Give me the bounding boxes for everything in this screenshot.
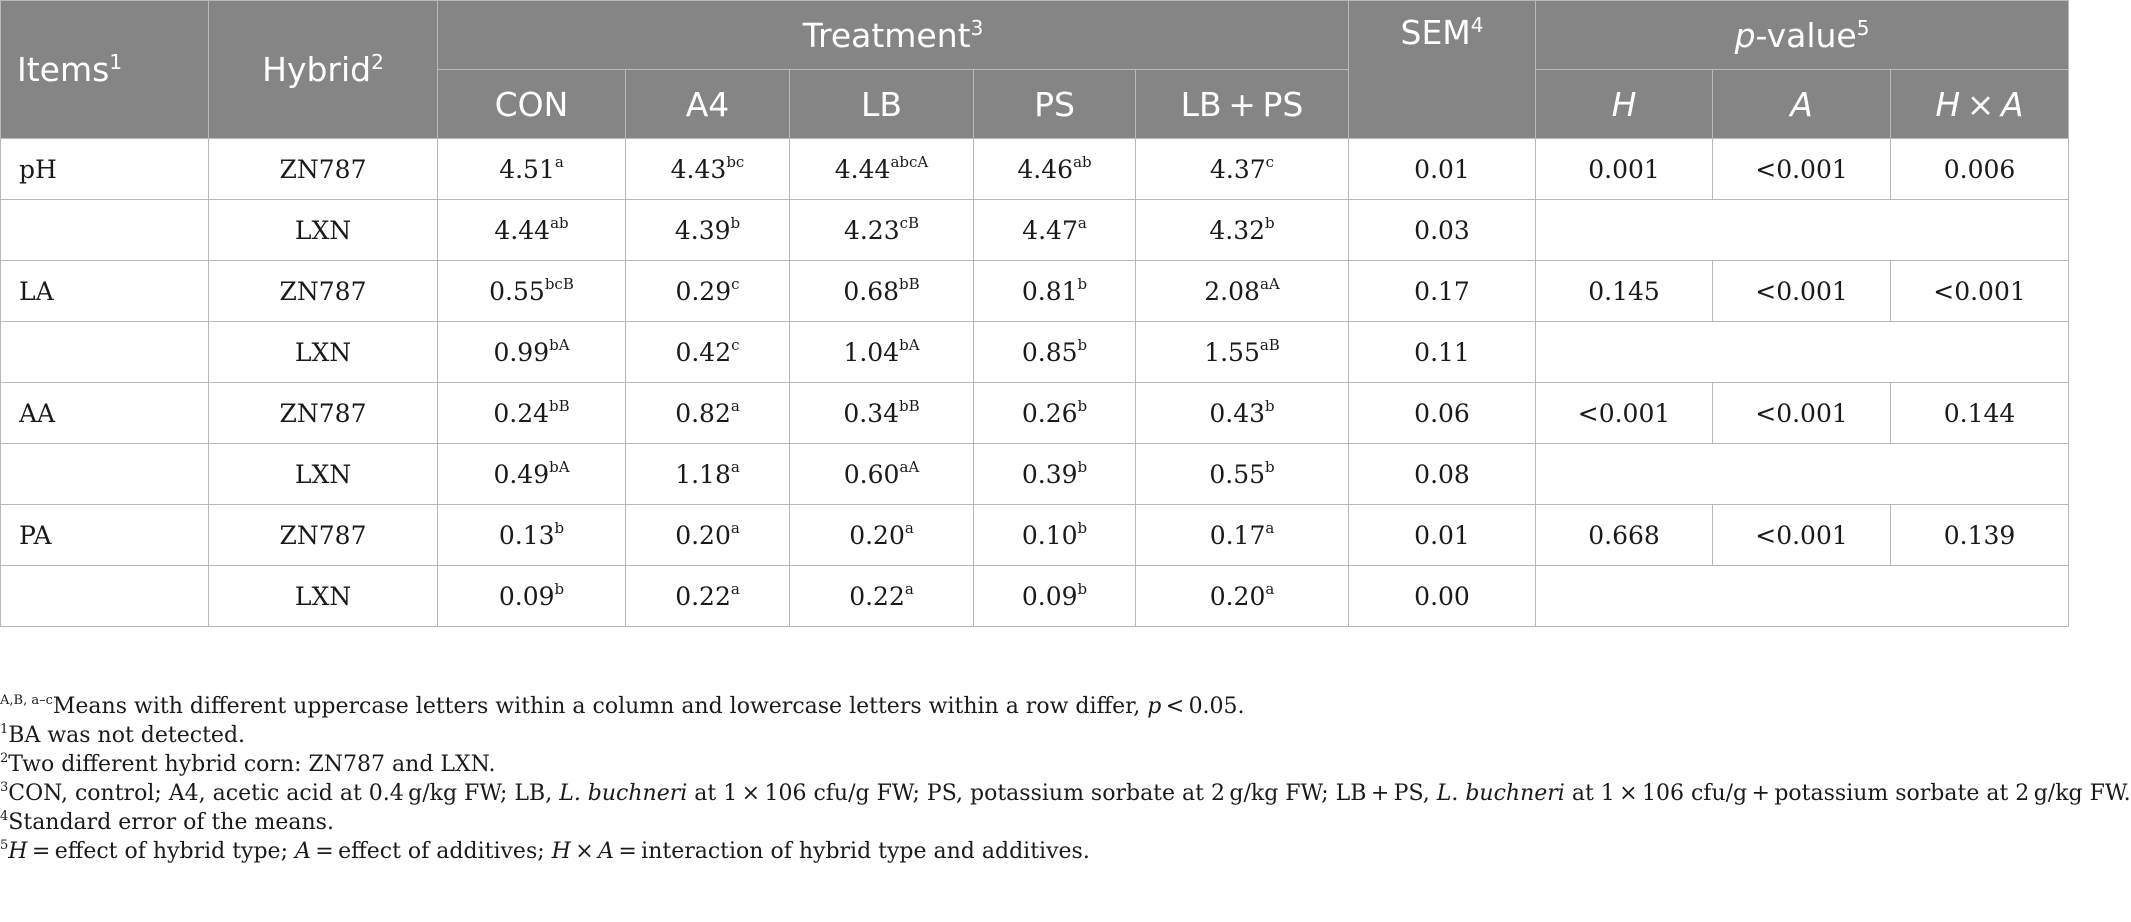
cell-ps: [974, 139, 1136, 200]
cell-value: 0.09: [1021, 581, 1078, 611]
footnote-3: $^3$CON, control; A4, acetic acid at 0.4 g/kg FW; LB, L. buchneri at 1 × 106 cfu/g FW; PS, potassium sorbate at 2 g/kg FW; LB + PS, L. buchneri at 1 × 106 cfu/g + potassium sorbate at 2 g/kg FW.: [0, 780, 2131, 806]
cell-hybrid: ZN787: [209, 261, 438, 322]
cell-lb-ps: [1136, 444, 1349, 505]
cell-letters: ab: [1073, 152, 1092, 171]
cell-sem: 0.06: [1349, 383, 1536, 444]
cell-letters: a: [1077, 213, 1087, 232]
cell-con: [438, 444, 626, 505]
cell-letters: b: [1077, 335, 1088, 354]
cell-sem: 0.08: [1349, 444, 1536, 505]
cell-a4: [626, 505, 790, 566]
cell-hybrid: ZN787: [209, 505, 438, 566]
header-effect-hxa: H × A: [1891, 70, 2069, 139]
table-row: [1, 505, 2069, 566]
cell-letters: bB: [899, 274, 920, 293]
cell-letters: b: [730, 213, 741, 232]
cell-letters: b: [1077, 518, 1088, 537]
cell-value: 0.26: [1021, 398, 1078, 428]
cell-p-hxa: 0.144: [1891, 383, 2069, 444]
cell-letters: bB: [549, 396, 570, 415]
cell-lb-ps: [1136, 139, 1349, 200]
cell-item: AA: [1, 383, 209, 444]
cell-letters: b: [1265, 396, 1275, 415]
cell-con: [438, 139, 626, 200]
cell-letters: c: [1265, 152, 1275, 171]
cell-value: 4.46: [1017, 154, 1074, 184]
cell-letters: a: [730, 396, 740, 415]
header-treatment-a4: A4: [626, 70, 790, 139]
table-row: [1, 566, 2069, 627]
cell-value: 0.42: [675, 337, 732, 367]
cell-p-hxa: 0.139: [1891, 505, 2069, 566]
cell-letters: a: [730, 518, 740, 537]
cell-letters: cB: [899, 213, 920, 232]
cell-hybrid: LXN: [209, 566, 438, 627]
header-treatment-con: CON: [438, 70, 626, 139]
cell-con: [438, 322, 626, 383]
cell-item: [1, 200, 209, 261]
cell-p-a: <0.001: [1713, 139, 1891, 200]
header-hybrid: Hybrid$^2$: [209, 1, 438, 139]
cell-lb: [790, 322, 974, 383]
cell-lb: [790, 566, 974, 627]
table-body: [1, 139, 2069, 627]
cell-letters: b: [1265, 457, 1275, 476]
cell-value: 4.43: [670, 154, 727, 184]
cell-value: 0.39: [1021, 459, 1078, 489]
cell-lb: [790, 200, 974, 261]
cell-lb-ps: [1136, 200, 1349, 261]
cell-ps: [974, 261, 1136, 322]
cell-value: 4.51: [499, 154, 555, 184]
cell-item: [1, 322, 209, 383]
cell-lb-ps: [1136, 383, 1349, 444]
footnote-5: $^5$H = effect of hybrid type; A = effect of additives; H × A = interaction of hybrid type and additives.: [0, 838, 1090, 864]
cell-value: 4.47: [1022, 215, 1078, 245]
cell-value: 0.49: [493, 459, 550, 489]
cell-a4: [626, 200, 790, 261]
cell-value: 0.55: [1209, 459, 1266, 489]
cell-value: 1.18: [675, 459, 731, 489]
cell-value: 0.43: [1209, 398, 1266, 428]
cell-lb: [790, 383, 974, 444]
cell-value: 4.37: [1209, 154, 1266, 184]
table-row: [1, 383, 2069, 444]
cell-value: 0.29: [675, 276, 732, 306]
cell-p-hxa: <0.001: [1891, 261, 2069, 322]
cell-value: 1.04: [843, 337, 900, 367]
cell-letters: b: [1077, 579, 1088, 598]
cell-letters: ab: [550, 213, 569, 232]
cell-letters: a: [730, 579, 740, 598]
cell-value: 0.22: [849, 581, 905, 611]
cell-p-empty: [1536, 566, 2069, 627]
cell-a4: [626, 383, 790, 444]
cell-letters: bB: [899, 396, 920, 415]
cell-value: 4.23: [843, 215, 900, 245]
header-sem: SEM$^4$: [1349, 1, 1536, 139]
cell-letters: c: [731, 274, 740, 293]
header-effect-a: A: [1713, 70, 1891, 139]
header-treatment-ps: PS: [974, 70, 1136, 139]
cell-letters: b: [554, 579, 565, 598]
table-row: [1, 139, 2069, 200]
header-treatment-lb-ps: LB + PS: [1136, 70, 1349, 139]
cell-lb: [790, 139, 974, 200]
cell-hybrid: LXN: [209, 444, 438, 505]
cell-p-empty: [1536, 444, 2069, 505]
header-treatment-lb: LB: [790, 70, 974, 139]
table-header: [1, 1, 2069, 139]
cell-value: 0.13: [498, 520, 555, 550]
cell-letters: bcB: [544, 274, 574, 293]
cell-letters: c: [731, 335, 740, 354]
cell-con: [438, 383, 626, 444]
cell-letters: a: [904, 518, 914, 537]
cell-value: 1.55: [1204, 337, 1260, 367]
header-p-value: p-value$^5$: [1536, 1, 2069, 70]
cell-p-a: <0.001: [1713, 261, 1891, 322]
cell-item: pH: [1, 139, 209, 200]
cell-con: [438, 200, 626, 261]
cell-letters: bc: [726, 152, 745, 171]
cell-value: 4.44: [834, 154, 891, 184]
cell-con: [438, 261, 626, 322]
cell-p-h: 0.145: [1536, 261, 1713, 322]
cell-lb-ps: [1136, 505, 1349, 566]
cell-item: [1, 566, 209, 627]
cell-value: 0.24: [493, 398, 550, 428]
cell-lb-ps: [1136, 261, 1349, 322]
table-row: [1, 261, 2069, 322]
cell-hybrid: ZN787: [209, 139, 438, 200]
cell-value: 0.20: [1209, 581, 1266, 611]
cell-lb: [790, 505, 974, 566]
cell-p-h: 0.001: [1536, 139, 1713, 200]
cell-ps: [974, 200, 1136, 261]
cell-value: 0.09: [498, 581, 555, 611]
cell-con: [438, 566, 626, 627]
cell-value: 0.22: [675, 581, 731, 611]
cell-letters: a: [904, 579, 914, 598]
cell-value: 0.20: [675, 520, 731, 550]
cell-value: 0.82: [675, 398, 731, 428]
table-row: [1, 444, 2069, 505]
cell-value: 0.10: [1021, 520, 1078, 550]
cell-con: [438, 505, 626, 566]
cell-value: 0.17: [1209, 520, 1266, 550]
cell-letters: b: [554, 518, 565, 537]
cell-hybrid: ZN787: [209, 383, 438, 444]
cell-letters: bA: [549, 335, 570, 354]
cell-value: 0.55: [489, 276, 545, 306]
cell-item: PA: [1, 505, 209, 566]
cell-lb-ps: [1136, 566, 1349, 627]
cell-sem: 0.11: [1349, 322, 1536, 383]
footnote-significance: $^{A,B, a-c}$Means with different uppercase letters within a column and lowercase letters within a row differ, p < 0.05.: [0, 693, 1245, 719]
cell-p-empty: [1536, 322, 2069, 383]
cell-sem: 0.01: [1349, 139, 1536, 200]
cell-lb: [790, 444, 974, 505]
cell-letters: b: [1077, 457, 1088, 476]
cell-value: 0.81: [1021, 276, 1078, 306]
cell-letters: a: [1265, 518, 1275, 537]
cell-letters: b: [1077, 396, 1088, 415]
cell-letters: aA: [899, 457, 920, 476]
header-items: Items$^1$: [1, 1, 209, 139]
cell-p-a: <0.001: [1713, 383, 1891, 444]
cell-ps: [974, 444, 1136, 505]
header-effect-h: H: [1536, 70, 1713, 139]
cell-value: 0.20: [849, 520, 905, 550]
cell-item: [1, 444, 209, 505]
cell-a4: [626, 322, 790, 383]
cell-lb: [790, 261, 974, 322]
cell-a4: [626, 261, 790, 322]
cell-letters: aB: [1259, 335, 1280, 354]
cell-value: 4.32: [1209, 215, 1266, 245]
cell-value: 0.34: [843, 398, 900, 428]
table-row: [1, 200, 2069, 261]
cell-value: 0.60: [843, 459, 900, 489]
cell-ps: [974, 505, 1136, 566]
cell-hybrid: LXN: [209, 322, 438, 383]
cell-letters: b: [1265, 213, 1275, 232]
cell-sem: 0.01: [1349, 505, 1536, 566]
cell-p-a: <0.001: [1713, 505, 1891, 566]
cell-p-h: <0.001: [1536, 383, 1713, 444]
cell-letters: aA: [1259, 274, 1280, 293]
footnote-2: $^2$Two different hybrid corn: ZN787 and LXN.: [0, 751, 496, 777]
cell-value: 0.68: [843, 276, 900, 306]
cell-sem: 0.17: [1349, 261, 1536, 322]
cell-sem: 0.03: [1349, 200, 1536, 261]
cell-a4: [626, 444, 790, 505]
cell-ps: [974, 383, 1136, 444]
cell-value: 4.44: [494, 215, 551, 245]
cell-sem: 0.00: [1349, 566, 1536, 627]
cell-letters: abcA: [890, 152, 929, 171]
cell-value: 0.85: [1021, 337, 1078, 367]
cell-value: 0.99: [493, 337, 550, 367]
footnote-1: $^1$BA was not detected.: [0, 722, 246, 748]
cell-p-empty: [1536, 200, 2069, 261]
cell-lb-ps: [1136, 322, 1349, 383]
cell-letters: a: [730, 457, 740, 476]
cell-ps: [974, 566, 1136, 627]
cell-hybrid: LXN: [209, 200, 438, 261]
cell-p-h: 0.668: [1536, 505, 1713, 566]
cell-a4: [626, 566, 790, 627]
table-row: [1, 322, 2069, 383]
cell-item: LA: [1, 261, 209, 322]
cell-value: 2.08: [1204, 276, 1260, 306]
cell-letters: a: [554, 152, 564, 171]
cell-ps: [974, 322, 1136, 383]
footnote-4: $^4$Standard error of the means.: [0, 809, 334, 835]
cell-p-hxa: 0.006: [1891, 139, 2069, 200]
cell-a4: [626, 139, 790, 200]
cell-letters: bA: [549, 457, 570, 476]
cell-value: 4.39: [674, 215, 731, 245]
cell-letters: bA: [899, 335, 920, 354]
cell-letters: b: [1077, 274, 1088, 293]
header-treatment: Treatment$^3$: [438, 1, 1349, 70]
cell-letters: a: [1265, 579, 1275, 598]
